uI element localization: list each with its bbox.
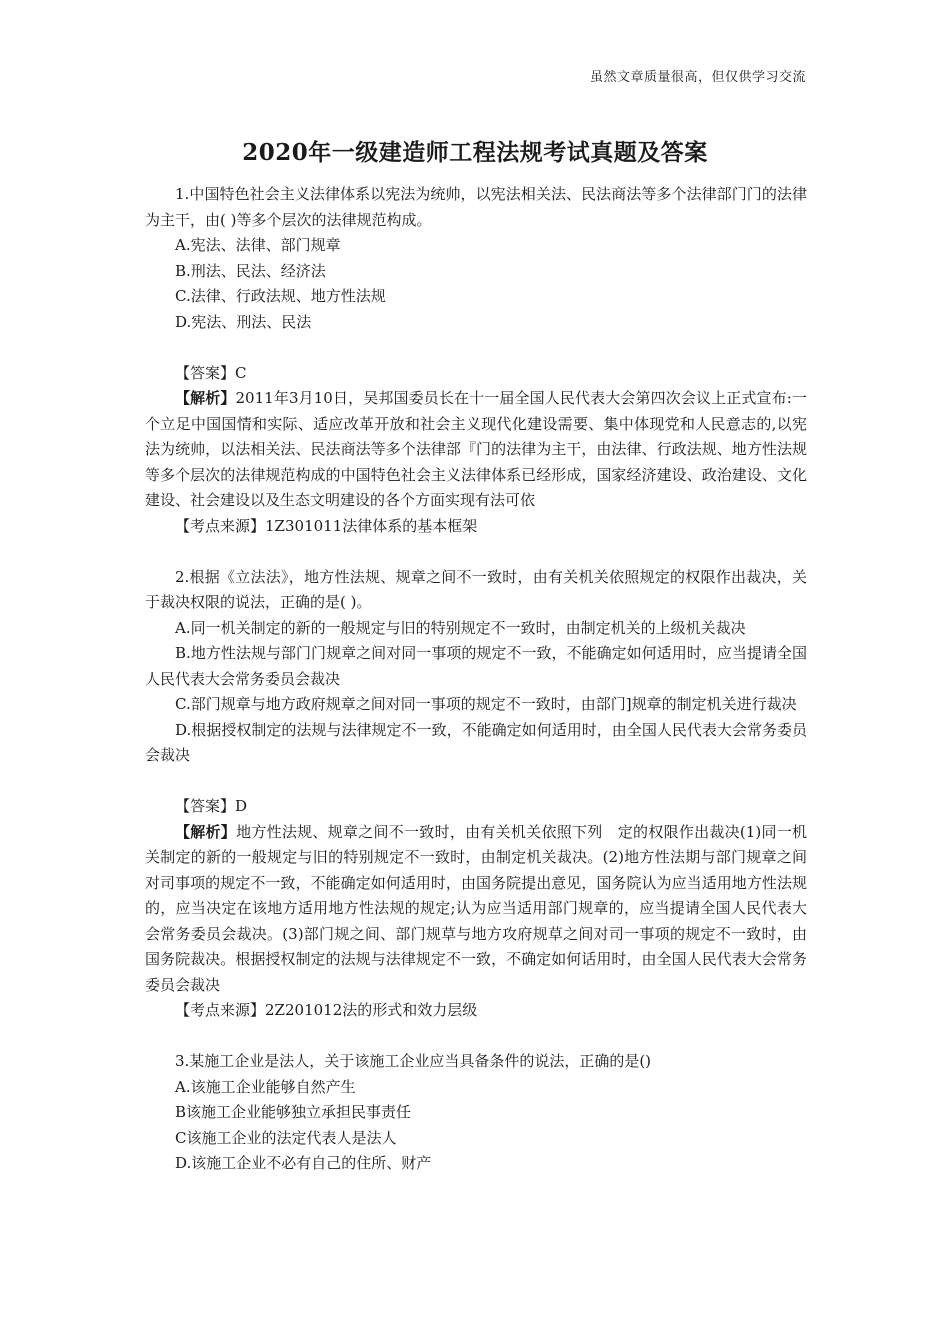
question-1 [145, 182, 807, 539]
source-line [145, 514, 807, 540]
option-b: B.地方性法规与部门门规章之间对同一事项的规定不一致，不能确定如何适用时，应当提请全国人民代表大会常务委员会裁决 [145, 644, 807, 688]
analysis-text: 2011年3月10日，吴邦国委员长在十一届全国人民代表大会第四次会议上正式宣布:一个立足中国国情和实际、适应改革开放和社会主义现代化建设需要、集中体现党和人民意志的,以宪法为统帅，以法相关法、民法商法等多个法律部『门的法律为主干，由法律、行政法规、地方性法规等多个层次的法律规范构成的中国特色社会主义法律体系已经形成，国家经济建设、政治建设、文化建设、社会建设以及生态文明建设的各个方面实现有法可依 [145, 389, 807, 509]
option-d: D.根据授权制定的法规与法律规定不一致，不能确定如何适用时，由全国人民代表大会常务委员会裁决 [145, 720, 807, 764]
answer-line [145, 794, 807, 820]
option-a: A.宪法、法律、部门规章 [175, 236, 341, 254]
option-b: B该施工企业能够独立承担民事责任 [175, 1103, 412, 1121]
question-3 [145, 1049, 807, 1177]
source-line [145, 998, 807, 1024]
question-stem: 2.根据《立法法》，地方性法规、规章之间不一致时，由有关机关依照规定的权限作出裁决，关于裁决权限的说法，正确的是( )。 [145, 567, 807, 611]
analysis-text: 地方性法规、规章之间不一致时，由有关机关依照下列 定的权限作出裁决(1)同一机关制定的新的一般规定与旧的特别规定不一致时，由制定机关裁决。(2)地方性法期与部门规章之间对司事项的规定不一致，不能确定如何适用时，由国务院提出意见，国务院认为应当适用地方性法规的，应当决定在该地方适用地方性法规的规定;认为应当适用部门规章的，应当提请全国人民代表大会常务委员会裁决。(3)部门规之间、部门规草与地方攻府规草之间对司一事项的规定不一致时，由国务院裁决。根据授权制定的法规与法律规定不一致，不确定如何话用时，由全国人民代表大会常务委员会裁决 [145, 822, 807, 994]
question-2 [145, 565, 807, 1024]
document-body [145, 182, 807, 1177]
answer-line [145, 361, 807, 387]
source-text: 2Z201012法的形式和效力层级 [265, 1001, 478, 1019]
answer-label: 【答案】 [175, 363, 236, 382]
analysis-paragraph [145, 820, 807, 999]
source-label: 【考点来源】 [175, 516, 266, 535]
source-text: 1Z301011法律体系的基本框架 [265, 516, 478, 535]
answer-value: D [235, 797, 248, 815]
source-label: 【考点来源】 [175, 1001, 266, 1019]
page-title: 2020年一级建造师工程法规考试真题及答案 [242, 139, 708, 166]
option-d: D.该施工企业不必有自己的住所、财产 [175, 1154, 432, 1172]
header-note: 虽然文章质量很高，但仅供学习交流 [589, 70, 806, 85]
question-stem: 1.中国特色社会主义法律体系以宪法为统帅，以宪法相关法、民法商法等多个法律部门门的法律为主干，由( )等多个层次的法律规范构成。 [145, 185, 807, 229]
option-c: C.部门规章与地方政府规章之间对同一事项的规定不一致时，由部门]规章的制定机关进行裁决 [175, 695, 797, 713]
option-a: A.该施工企业能够自然产生 [175, 1077, 356, 1096]
option-b: B.刑法、民法、经济法 [175, 261, 326, 280]
analysis-label: 【解析】 [175, 822, 237, 841]
option-d: D.宪法、刑法、民法 [175, 312, 312, 331]
question-stem: 3.某施工企业是法人，关于该施工企业应当具备条件的说法，正确的是() [175, 1052, 652, 1070]
answer-label: 【答案】 [175, 797, 236, 815]
option-c: C该施工企业的法定代表人是法人 [175, 1128, 397, 1147]
analysis-paragraph [145, 386, 807, 514]
answer-value: C [235, 363, 247, 382]
analysis-label: 【解析】 [175, 389, 236, 407]
option-c: C.法律、行政法规、地方性法规 [175, 287, 386, 305]
option-a: A.同一机关制定的新的一般规定与旧的特别规定不一致时，由制定机关的上级机关裁决 [175, 618, 746, 637]
